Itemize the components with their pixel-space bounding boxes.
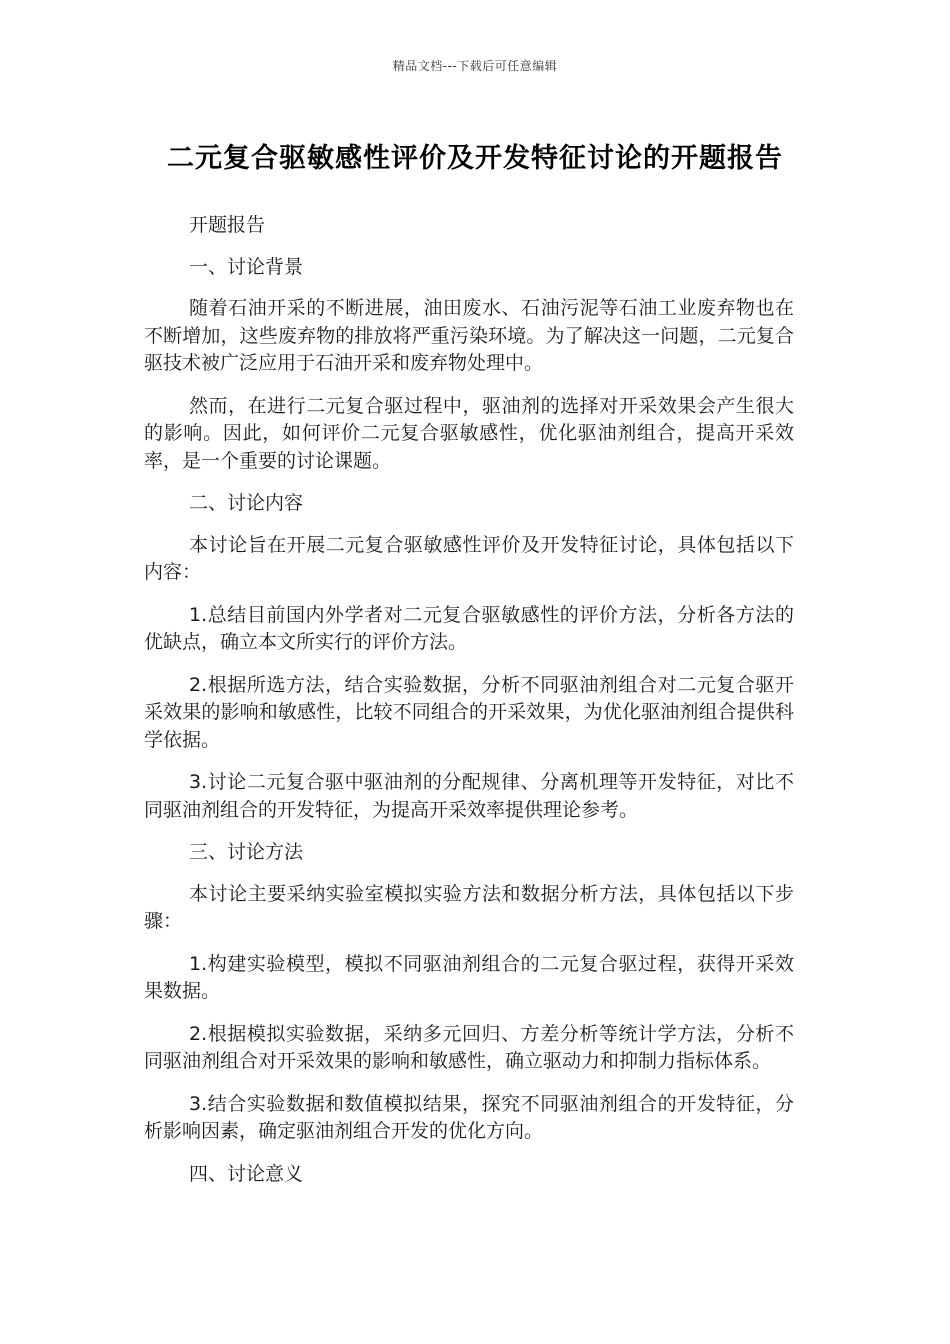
paragraph: 本讨论主要采纳实验室模拟实验方法和数据分析方法，具体包括以下步骤： — [144, 882, 794, 932]
section-heading-background: 一、讨论背景 — [189, 255, 304, 278]
document-title: 二元复合驱敏感性评价及开发特征讨论的开题报告 — [167, 143, 783, 174]
section-heading-method: 三、讨论方法 — [189, 841, 304, 863]
paragraph: 然而，在进行二元复合驱过程中，驱油剂的选择对开采效果会产生很大的影响。因此，如何评价二元复合驱敏感性，优化驱油剂组合，提高开采效率，是一个重要的讨论课题。 — [144, 394, 794, 472]
paragraph: 随着石油开采的不断进展，油田废水、石油污泥等石油工业废弃物也在不断增加，这些废弃物的排放将严重污染环境。为了解决这一问题，二元复合驱技术被广泛应用于石油开采和废弃物处理中。 — [144, 297, 794, 374]
list-item: 1.构建实验模型，模拟不同驱油剂组合的二元复合驱过程，获得开采效果数据。 — [144, 952, 794, 1002]
list-item: 1.总结目前国内外学者对二元复合驱敏感性的评价方法，分析各方法的优缺点，确立本文所实行的评价方法。 — [144, 603, 794, 653]
paragraph: 本讨论旨在开展二元复合驱敏感性评价及开发特征讨论，具体包括以下内容： — [144, 533, 794, 583]
header-note: 精品文档---下载后可任意编辑 — [392, 59, 558, 73]
section-heading-significance: 四、讨论意义 — [189, 1162, 304, 1185]
section-heading-content: 二、讨论内容 — [189, 492, 304, 514]
paragraph-report-label: 开题报告 — [189, 214, 266, 236]
list-item: 3.讨论二元复合驱中驱油剂的分配规律、分离机理等开发特征，对比不同驱油剂组合的开发特征，为提高开采效率提供理论参考。 — [144, 771, 794, 821]
list-item: 3.结合实验数据和数值模拟结果，探究不同驱油剂组合的开发特征，分析影响因素，确定驱油剂组合开发的优化方向。 — [144, 1092, 794, 1142]
list-item: 2.根据所选方法，结合实验数据，分析不同驱油剂组合对二元复合驱开采效果的影响和敏感性，比较不同组合的开采效果，为优化驱油剂组合提供科学依据。 — [144, 673, 794, 751]
list-item: 2.根据模拟实验数据，采纳多元回归、方差分析等统计学方法，分析不同驱油剂组合对开采效果的影响和敏感性，确立驱动力和抑制力指标体系。 — [144, 1022, 794, 1072]
document-body — [144, 212, 794, 1202]
